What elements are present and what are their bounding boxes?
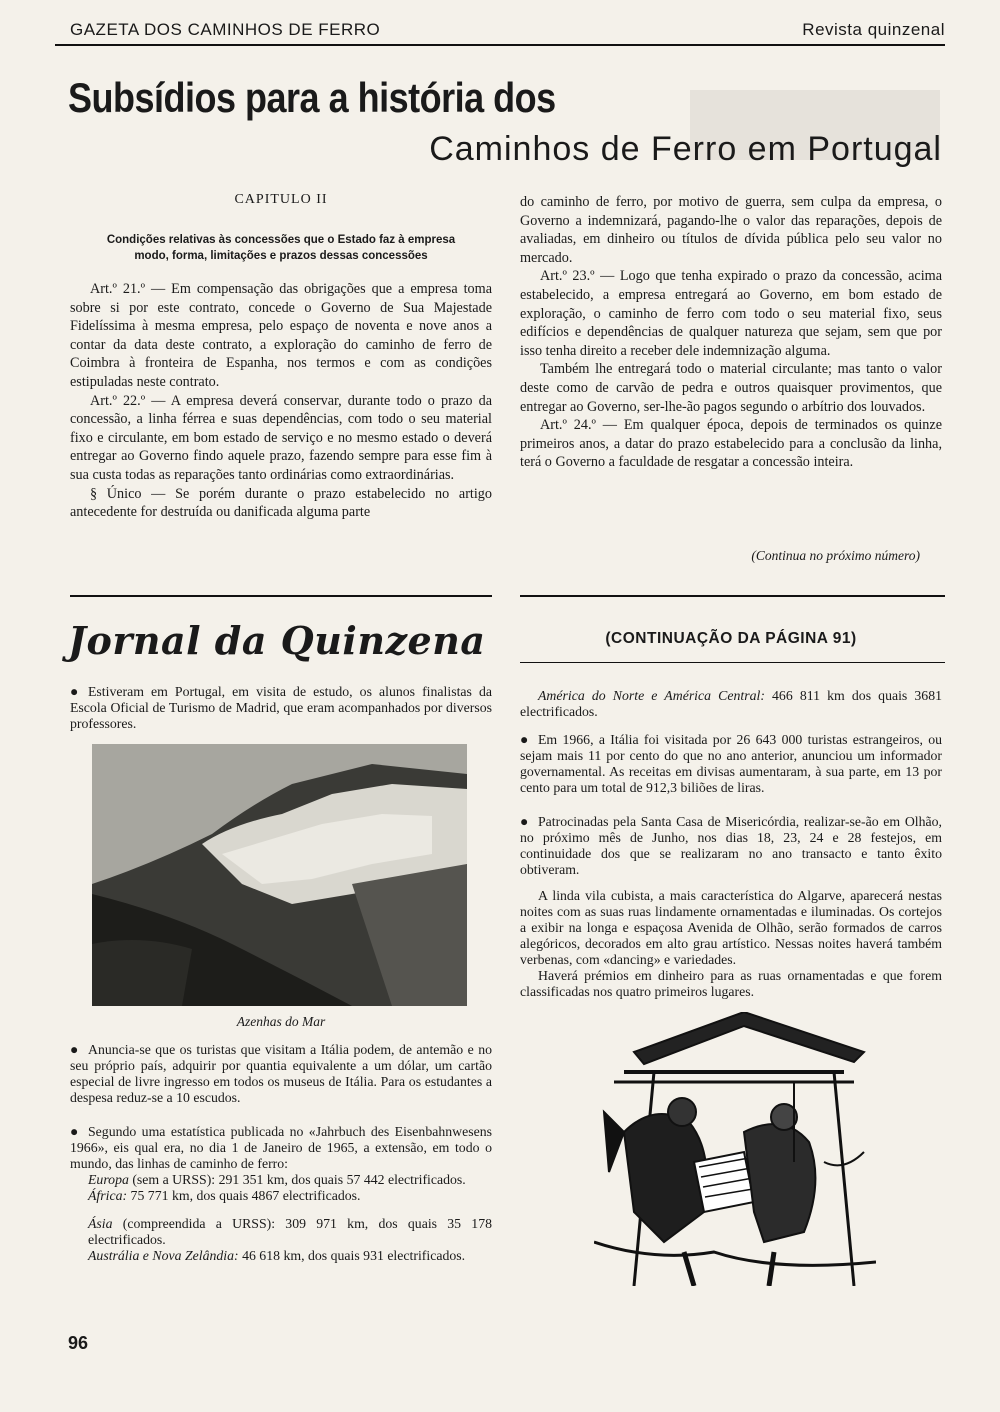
jornal-title: Jornal da Quinzena <box>68 618 486 663</box>
article-right-column <box>520 193 942 472</box>
section-rule-left <box>70 595 492 597</box>
page-number: 96 <box>68 1333 89 1353</box>
article-left-column <box>70 280 492 522</box>
accordion-sketch-illustration <box>594 1012 876 1286</box>
article-paragraph: do caminho de ferro, por motivo de guerra, sem culpa da empresa, o Governo a indemnizará, pagando-lhe o valor das reparações, depois de avaliadas, em dinheiro ou títulos de dívida pública pelo seu valor no mercado. <box>520 194 942 266</box>
news-item: ● Em 1966, a Itália foi visitada por 26 643 000 turistas estrangeiros, ou sejam mais 11 por cento do que no ano anterior, anunciou um informador governamental. As receitas em divisas aumentaram, à sua parte, em 13 por cento para um total de 912,3 biliões de liras. <box>520 732 942 795</box>
article-paragraph: Art.º 24.º — Em qualquer época, depois de terminados os quinze primeiros anos, a datar do prazo estabelecido para a conclusão da linha, terá o Governo a faculdade de resgatar a concessão inteira. <box>520 417 942 471</box>
chapter-heading: CAPITULO II <box>234 192 328 207</box>
article-paragraph: Art.º 22.º — A empresa deverá conservar, durante todo o prazo da concessão, a linha férrea e suas dependências, com todo o seu material fixo e circulante, em bom estado de serviço e no mesmo estado o deverá entregar ao Governo findo aquele prazo, fazendo sempre para esse fim à sua custa todas as reparações tanto ordinárias como extraordinárias. <box>70 392 492 483</box>
news-item: ● Patrocinadas pela Santa Casa de Misericórdia, realizar-se-ão em Olhão, no próximo mês de Junho, nos dias 18, 23, 24 e 28 festejos, em continuidade dos que se realizaram no ano transacto e tanto êxito obtiveram. <box>520 814 942 877</box>
continuation-heading: (CONTINUAÇÃO DA PÁGINA 91) <box>605 630 857 647</box>
article-title-line1: Subsídios para a história dos <box>68 74 556 122</box>
publication-subtitle: Revista quinzenal <box>802 20 945 39</box>
bullet-icon: ● <box>520 732 529 747</box>
stat-australia: Austrália e Nova Zelândia: 46 618 km, dos quais 931 electrificados. <box>88 1248 466 1263</box>
stat-asia: Ásia (compreendida a URSS): 309 971 km, dos quais 35 178 electrificados. <box>88 1216 492 1247</box>
stat-africa: África: 75 771 km, dos quais 4867 electrificados. <box>88 1188 361 1203</box>
continuation-rule <box>520 662 945 663</box>
article-paragraph: Também lhe entregará todo o material circulante; mas tanto o valor deste como de carvão de pedra e outros quaisquer provimentos, que entregar ao Governo, ser-lhe-ão pagos segundo o arbítrio dos louvados. <box>520 361 942 415</box>
section-rule-right <box>520 595 945 597</box>
article-paragraph: § Único — Se porém durante o prazo estabelecido no artigo antecedente for destruída ou danificada alguma parte <box>70 485 492 521</box>
publication-name: GAZETA DOS CAMINHOS DE FERRO <box>70 20 381 39</box>
bullet-icon: ● <box>70 1124 79 1139</box>
article-paragraph: Art.º 23.º — Logo que tenha expirado o prazo da concessão, acima estabelecido, a empresa entregará ao Governo, em bom estado de exploração, o caminho de ferro com todo o seu material fixo, seus edifícios e dependências de qualquer natureza que sejam, sem que por isso tenha direito a receber dele indemnização alguma. <box>520 268 942 359</box>
news-paragraph: A linda vila cubista, a mais característica do Algarve, aparecerá nestas noites com as suas ruas lindamente ornamentadas e iluminadas. Os cortejos a exibir na longa e espaçosa Avenida de Olhão, serão formados de carros alegóricos, decorados em alto grau artístico. Nessas noites haverá também verbenas, com «dancing» e variedades. Haverá prémios em dinheiro para as ruas ornamentadas e que forem classificadas nos quatro primeiros lugares. <box>520 888 942 999</box>
photo-caption: Azenhas do Mar <box>236 1014 326 1029</box>
stat-america: América do Norte e América Central: 466 811 km dos quais 3681 electrificados. <box>520 688 943 719</box>
article-subheading <box>70 232 492 264</box>
bullet-icon: ● <box>70 1042 79 1057</box>
bullet-icon: ● <box>520 814 529 829</box>
cliff-village-illustration <box>92 744 467 1006</box>
bullet-icon: ● <box>70 684 79 699</box>
article-title-line2: Caminhos de Ferro em Portugal <box>429 130 942 168</box>
news-item: ● Segundo uma estatística publicada no «Jahrbuch des Eisenbahnwesens 1966», eis qual era, no dia 1 de Janeiro de 1965, a extensão, em todo o mundo, das linhas de caminho de ferro: Europa (sem a URSS): 291 351 km, dos quais 57 442 electrificados. África: 75 771 km, dos quais 4867 electrificados. Ásia (compreendida a URSS): 309 971 km, dos quais 35 178 electrificados. Austrália e Nova Zelândia: 46 618 km, dos quais 931 electrificados. <box>70 1124 492 1263</box>
news-item: ● Estiveram em Portugal, em visita de estudo, os alunos finalistas da Escola Oficial de Turismo de Madrid, que eram acompanhados por diversos professores. <box>70 684 492 731</box>
continued-note: (Continua no próximo número) <box>751 548 920 563</box>
news-item: ● Anuncia-se que os turistas que visitam a Itália podem, de antemão e no seu próprio país, adquirir por quantia equivalente a um dólar, um cartão especial de livre ingresso em todos os museus de Itália. Para os estudantes a despesa reduz-se a 10 escudos. <box>70 1042 492 1105</box>
subheading-line2: modo, forma, limitações e prazos dessas concessões <box>134 250 428 262</box>
header-rule <box>55 44 945 46</box>
stat-europa: Europa (sem a URSS): 291 351 km, dos quais 57 442 electrificados. <box>88 1172 466 1187</box>
subheading-line1: Condições relativas às concessões que o Estado faz à empresa <box>106 234 456 246</box>
photo-azenhas-do-mar <box>92 744 467 1006</box>
article-paragraph: Art.º 21.º — Em compensação das obrigações que a empresa toma sobre si por este contrato, concede o Governo de Sua Majestade Fidelíssima à mesma empresa, pelo espaço de noventa e nove anos a contar da data deste contrato, a exploração do caminho de ferro de Coimbra à fronteira de Espanha, nos termos e com as condições estipuladas neste contrato. <box>70 281 492 390</box>
